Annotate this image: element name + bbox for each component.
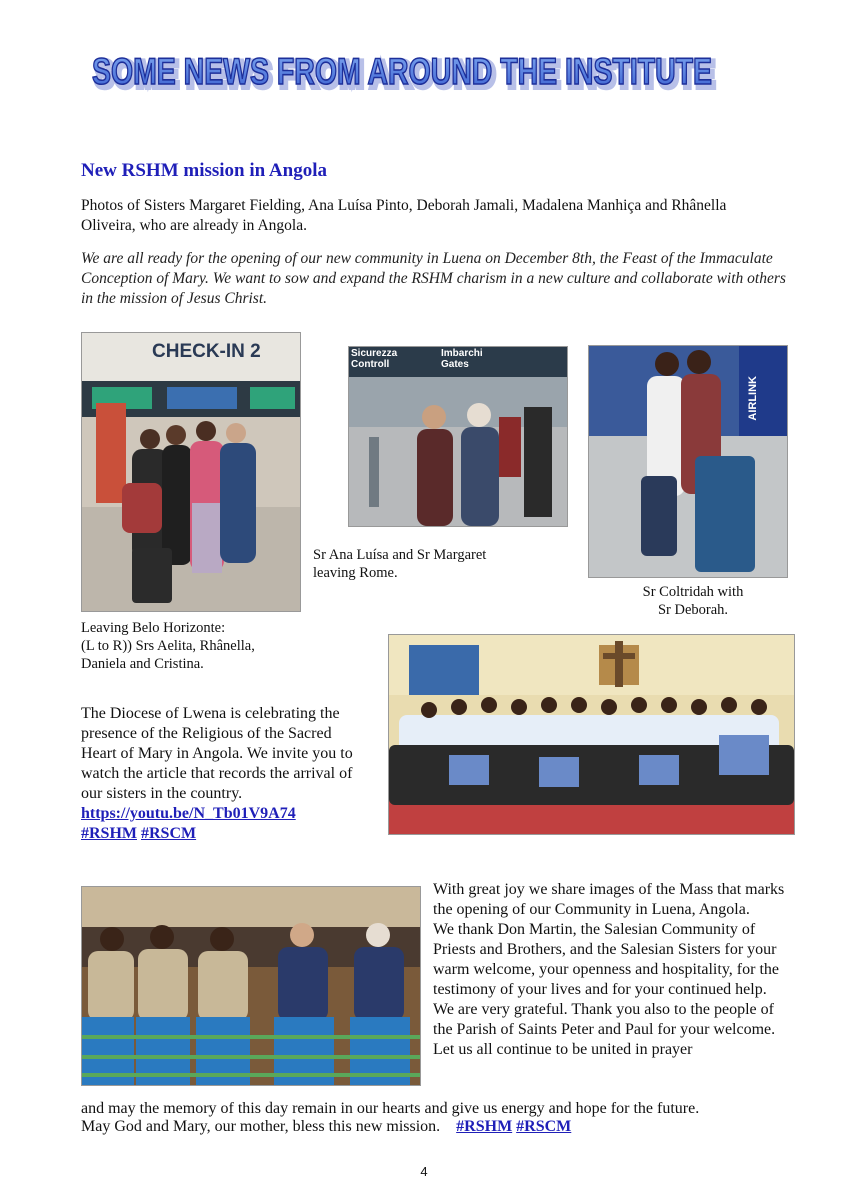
hashtag-rscm-link-2[interactable]: #RSCM xyxy=(516,1118,572,1135)
photo-mass xyxy=(81,886,421,1086)
hashtag-rshm-link-2[interactable]: #RSHM xyxy=(456,1118,513,1135)
gates-sign: Imbarchi Gates xyxy=(441,348,483,370)
svg-text:SOME NEWS FROM AROUND THE INST: SOME NEWS FROM AROUND THE INSTITUTE xyxy=(92,51,712,92)
banner-title xyxy=(88,48,728,96)
security-sign: Sicurezza Controll xyxy=(351,348,398,370)
article-heading: New RSHM mission in Angola xyxy=(81,160,327,181)
mass-paragraph: With great joy we share images of the Mass that marks the opening of our Community in Luena, Angola. We thank Don Martin, the Salesian Community of Priests and Brothers, and the Salesian Sisters for your warm welcome, your openness and hospitality, for the testimony of your lives and for your continued help. We are very grateful. Thank you also to the people of the Parish of Saints Peter and Paul for your welcome. Let us all continue to be united in prayer xyxy=(433,881,785,1058)
intro-paragraph: Photos of Sisters Margaret Fielding, Ana Luísa Pinto, Deborah Jamali, Madalena Manhiça and Rhânella Oliveira, who are already in Angola. xyxy=(81,197,727,234)
airlink-sign: AIRLINK xyxy=(747,376,759,421)
diocese-paragraph: The Diocese of Lwena is celebrating the presence of the Religious of the Sacred Heart of Mary in Angola. We invite you to watch the article that records the arrival of our sisters in the country. https://youtu.be/N_Tb01V9A74 #RSHM #RSCM xyxy=(81,705,353,842)
svg-text:SOME NEWS FROM AROUND THE INST: SOME NEWS FROM AROUND THE INSTITUTE xyxy=(95,54,715,95)
page-number: 4 xyxy=(420,1164,428,1179)
photo-belo-horizonte xyxy=(81,332,301,612)
caption-photo-belo-horizonte: Leaving Belo Horizonte: (L to R)) Srs Aelita, Rhânella, Daniela and Cristina. xyxy=(81,620,255,672)
photo-group-church xyxy=(388,634,795,835)
youtube-link[interactable]: https://youtu.be/N_Tb01V9A74 xyxy=(81,805,296,822)
checkin-sign: CHECK-IN 2 xyxy=(152,341,261,362)
caption-photo-airport: Sr Coltridah with Sr Deborah. xyxy=(642,584,744,618)
blessing-line: May God and Mary, our mother, bless this new mission. #RSHM #RSCM xyxy=(81,1118,572,1135)
mass-paragraph-continued: and may the memory of this day remain in our hearts and give us energy and hope for the future. xyxy=(81,1100,700,1117)
photo-airport xyxy=(588,345,788,578)
quote-paragraph: We are all ready for the opening of our new community in Luena on December 8th, the Feast of the Immaculate Conception of Mary. We want to sow and expand the RSHM charism in a new culture and collaborate with others in the mission of Jesus Christ. xyxy=(81,250,786,307)
hashtag-rscm-link[interactable]: #RSCM xyxy=(141,825,197,842)
photo-rome xyxy=(348,346,568,527)
hashtag-rshm-link[interactable]: #RSHM xyxy=(81,825,137,842)
caption-photo-rome: Sr Ana Luísa and Sr Margaret leaving Rome. xyxy=(313,547,487,581)
